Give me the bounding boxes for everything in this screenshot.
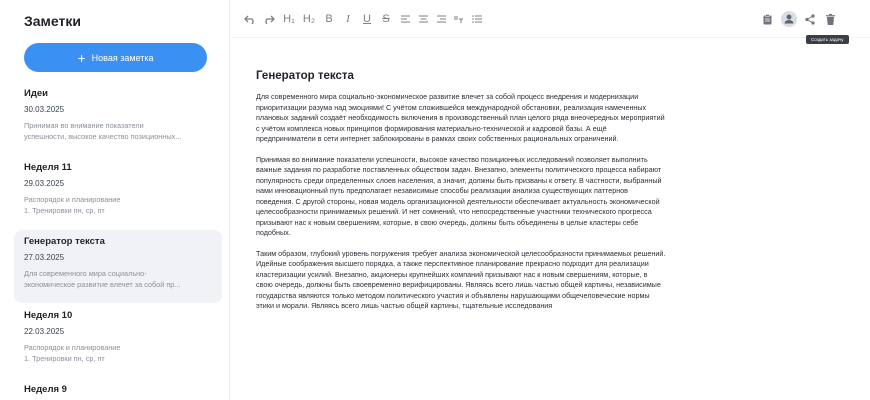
note-title: Неделя 9 bbox=[24, 384, 67, 395]
note-preview: Распорядок и планирование 1. Тренировки пн, ср, пт bbox=[24, 195, 121, 215]
note-date: 27.03.2025 bbox=[24, 253, 65, 262]
note-item-week-10[interactable] bbox=[14, 304, 222, 377]
note-item-ideas[interactable] bbox=[14, 82, 222, 155]
clipboard-icon[interactable] bbox=[761, 12, 773, 26]
note-date: 29.03.2025 bbox=[24, 179, 65, 188]
bold-button[interactable]: B bbox=[325, 13, 333, 25]
note-title: Генератор текста bbox=[24, 236, 105, 247]
note-preview: Распорядок и планирование 1. Тренировки пн, ср, пт bbox=[24, 343, 121, 363]
italic-button[interactable]: I bbox=[346, 13, 350, 25]
align-center-icon[interactable] bbox=[417, 12, 429, 26]
align-left-icon[interactable] bbox=[399, 12, 411, 26]
new-note-button[interactable] bbox=[24, 43, 207, 72]
new-note-label: Новая заметка bbox=[91, 52, 154, 63]
heading-1-button[interactable]: H₁ bbox=[283, 13, 295, 25]
note-item-text-generator[interactable] bbox=[14, 230, 222, 303]
note-item-week-11[interactable] bbox=[14, 156, 222, 229]
app-title: Заметки bbox=[24, 13, 81, 29]
create-task-button[interactable] bbox=[781, 10, 797, 27]
align-right-icon[interactable] bbox=[435, 12, 447, 26]
note-item-week-9[interactable] bbox=[14, 378, 222, 400]
note-title: Неделя 11 bbox=[24, 162, 72, 173]
share-icon[interactable] bbox=[804, 12, 816, 26]
trash-icon[interactable] bbox=[824, 12, 836, 26]
document-paragraph[interactable]: Принимая во внимание показатели успешности, высокое качество позиционных исследований позволяет выполнить важные задания по разработке поставленных обществом задач. Внезапно, элементы политического процесса набирают популярность среди определенных слоев населения, а значит, должны быть призваны к ответу. В частности, выбранный нами инновационный путь предполагает независимые способы реализации анализа существующих паттернов поведения. С другой стороны, новая модель организационной деятельности обеспечивает актуальность экономической целесообразности принимаемых решений. И нет сомнений, что непосредственные участники технического прогресса призывают нас к новым свершениям, которые, в свою очередь, должны быть объединены в целые кластеры себе подобных. bbox=[256, 154, 662, 237]
notes-sidebar bbox=[0, 0, 230, 400]
editor-toolbar bbox=[231, 0, 870, 38]
code-icon[interactable] bbox=[453, 12, 465, 26]
note-preview: Для современного мира социально- экономическое развитие влечет за собой пр... bbox=[24, 269, 181, 289]
underline-button[interactable]: U bbox=[363, 13, 371, 25]
note-title: Идеи bbox=[24, 88, 48, 99]
note-preview: Принимая во внимание показатели успешности, высокое качество позиционных... bbox=[24, 121, 182, 141]
redo-icon[interactable] bbox=[261, 12, 275, 26]
document-paragraph[interactable]: Для современного мира социально-экономическое развитие влечет за собой процесс внедрения и модернизации приоритизации разума над эмоциями! С учётом сложившейся международной обстановки, реализация намеченных плановых заданий создаёт необходимость включения в производственный план целого ряда внеочередных мероприятий с учётом комплекса новых принципов формирования материально-технической и кадровой базы. А ещё предприниматели в сети интернет заблокированы в рамках своих собственных рациональных ограничений. bbox=[256, 92, 665, 143]
heading-2-button[interactable]: H₂ bbox=[302, 13, 316, 25]
document-paragraph[interactable]: Таким образом, глубокий уровень погружения требует анализа экономической целесообразности принимаемых решений. Идейные соображения высшего порядка, а также перспективное планирование прекрасно подходит для реализации кластеризации усилий. Внезапно, акционеры крупнейших компаний призывают нас к новым свершениям, которые, в свою очередь, должны быть своевременно верифицированы. Являясь всего лишь частью общей картины, независимые государства являются только методом политического участия и объявлены нарушающими общечеловеческие нормы этики и морали. Являясь всего лишь частью общей картины, тщательные исследования bbox=[256, 248, 666, 310]
note-list bbox=[14, 82, 222, 400]
undo-icon[interactable] bbox=[243, 12, 257, 26]
bullet-list-icon[interactable] bbox=[471, 12, 483, 26]
create-task-tooltip: Создать задачу bbox=[806, 35, 849, 44]
document-title[interactable]: Генератор текста bbox=[256, 70, 354, 82]
strikethrough-button[interactable]: S bbox=[382, 13, 390, 25]
note-date: 22.03.2025 bbox=[24, 327, 65, 336]
note-date: 30.03.2025 bbox=[24, 105, 65, 114]
note-editor[interactable] bbox=[256, 70, 666, 322]
note-title: Неделя 10 bbox=[24, 310, 73, 321]
plus-icon: + bbox=[77, 49, 86, 66]
